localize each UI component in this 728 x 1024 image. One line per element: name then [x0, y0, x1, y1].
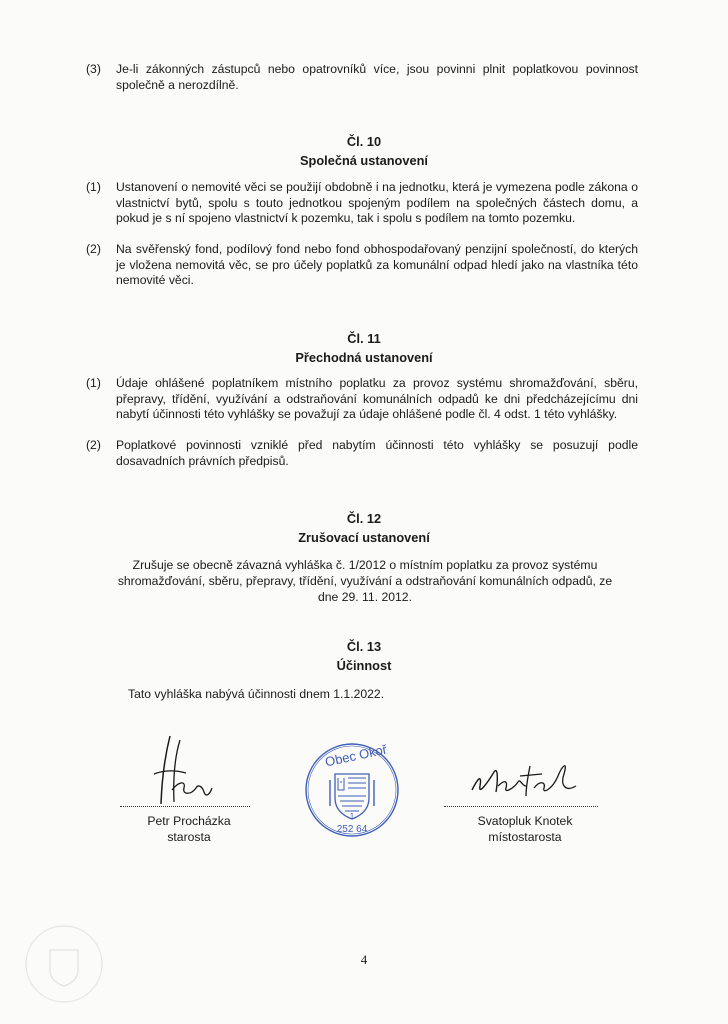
page-number: 4 [360, 952, 368, 967]
list-item [86, 438, 638, 469]
signatory-right-name: Svatopluk Knotek [477, 814, 573, 828]
signatory-left-name: Petr Procházka [147, 814, 231, 828]
item-number: (1) [86, 180, 101, 194]
list-item [86, 62, 638, 93]
stamp-bottom-text: 252 64 [336, 824, 368, 835]
article-11-title: Přechodná ustanovení [295, 350, 433, 365]
signature-right-icon [468, 756, 588, 806]
article-12-number: Čl. 12 [346, 511, 382, 526]
article-13-number: Čl. 13 [346, 639, 382, 654]
article-13-text: Tato vyhláška nabývá účinnosti dnem 1.1.2022. [128, 687, 385, 701]
item-text: Údaje ohlášené poplatníkem místního poplatku za provoz systému shromažďování, sběru, přepravy, třídění, využívání a odstraňování komunálních odpadů ke dni předcházejícímu dni nabytí účinnosti této vyhlášky se považují za údaje ohlášené podle čl. 4 odst. 1 této vyhlášky. [116, 376, 638, 422]
item-number: (2) [86, 242, 101, 256]
signatory-left-role: starosta [167, 830, 211, 844]
article-13-title: Účinnost [336, 658, 392, 673]
item-text: Na svěřenský fond, podílový fond nebo fond obhospodařovaný penzijní společností, do kterých je vložena nemovitá věc, se pro účely poplatků za komunální odpad hledí jako na vlastníka této nemovité věci. [116, 242, 638, 288]
article-12-title: Zrušovací ustanovení [298, 530, 430, 545]
signatory-right-role: místostarosta [488, 830, 562, 844]
list-item [86, 180, 638, 227]
list-item [86, 242, 638, 289]
signature-line-left [120, 806, 250, 807]
signature-left-icon [140, 730, 220, 810]
article-10-number: Čl. 10 [346, 134, 382, 149]
item-text: Ustanovení o nemovité věci se použijí obdobně i na jednotku, která je vymezena podle zákona o vlastnictví bytů, spolu s touto jednotkou spojeným podílem na společných částech domu, a pokud je s ní spojeno vlastnictví k pozemku, tak i spolu s podílem na tomto pozemku. [116, 180, 638, 226]
stamp-top-text: Obec Okoř [323, 741, 389, 770]
article-12-text: Zrušuje se obecně závazná vyhláška č. 1/2012 o místním poplatku za provoz systému shromažďování, sběru, přepravy, třídění, využívání a odstraňování komunálních odpadů, ze dne 29. 11. 2012. [117, 558, 613, 604]
item-text: Je-li zákonných zástupců nebo opatrovníků více, jsou povinni plnit poplatkovou povinnost společně a nerozdílně. [116, 62, 638, 92]
signature-line-right [444, 806, 598, 807]
item-text: Poplatkové povinnosti vzniklé před nabytím účinnosti této vyhlášky se posuzují podle dosavadních právních předpisů. [116, 438, 638, 468]
item-number: (3) [86, 62, 101, 76]
item-number: (2) [86, 438, 101, 452]
article-11-number: Čl. 11 [347, 331, 381, 346]
article-10-title: Společná ustanovení [299, 153, 428, 168]
stamp-number: 1 [349, 812, 355, 821]
list-item [86, 376, 638, 423]
item-number: (1) [86, 376, 101, 390]
